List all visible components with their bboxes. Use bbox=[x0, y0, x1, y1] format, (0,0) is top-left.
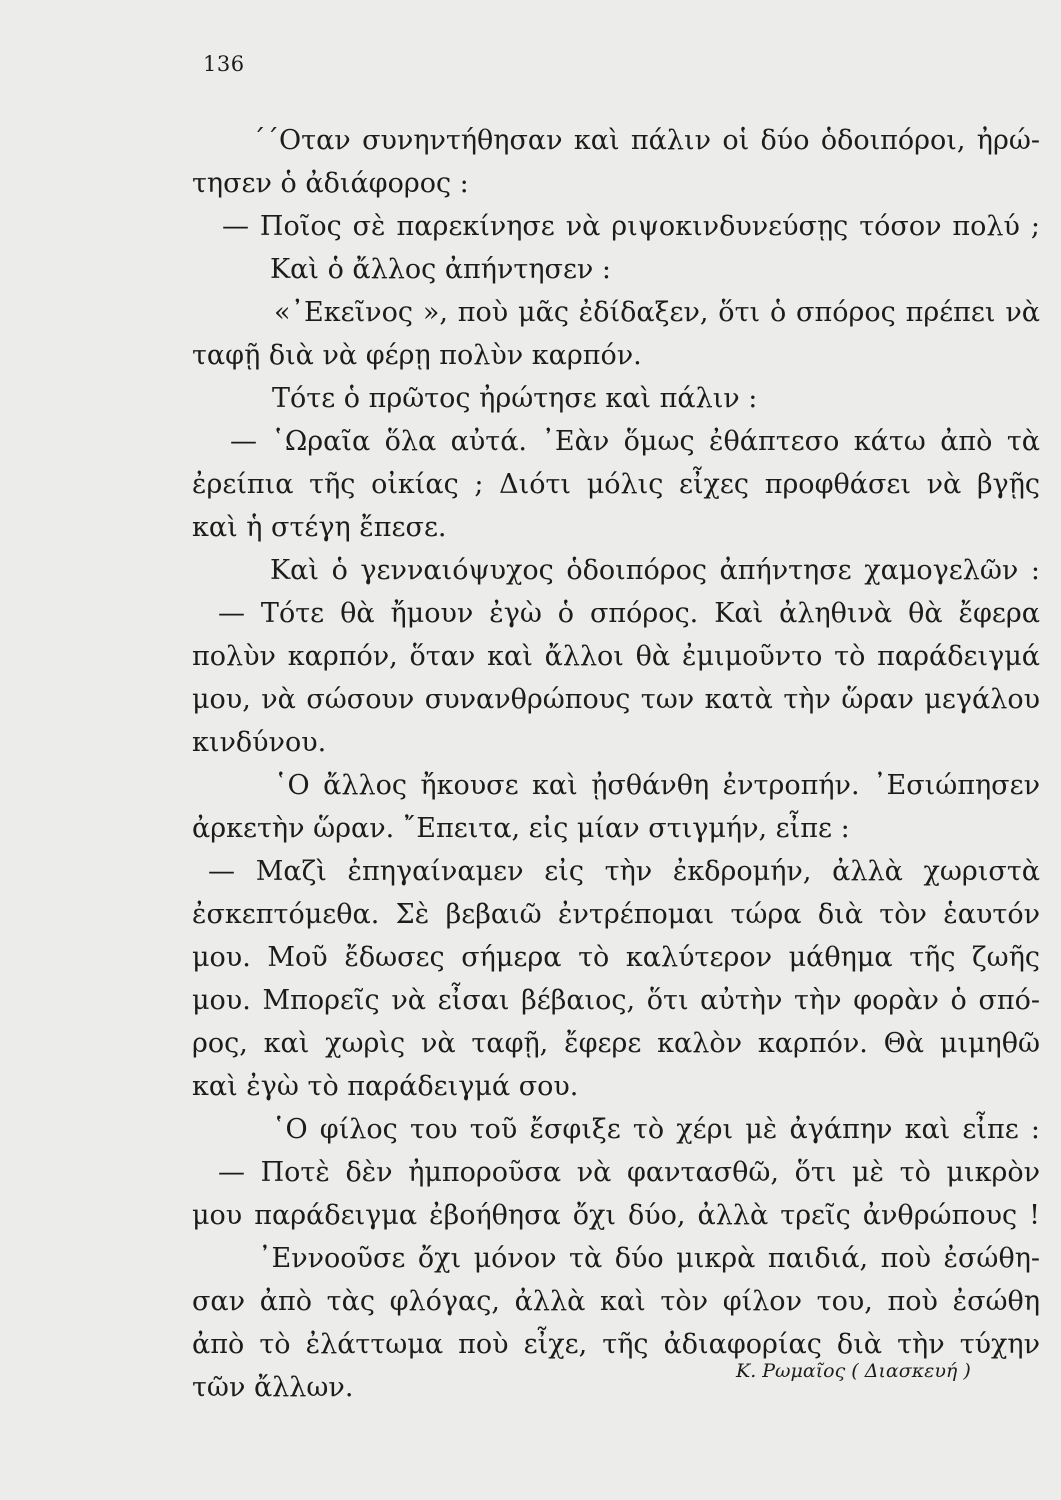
text-line: κινδύνου. bbox=[192, 727, 327, 758]
text-line: ρος, καὶ χωρὶς νὰ ταφῇ, ἔφερε καλὸν καρπόν. Θὰ μιμηθῶ bbox=[192, 1028, 1040, 1059]
text-line: Καὶ ὁ ἄλλος ἀπήντησεν : bbox=[270, 254, 612, 285]
text-line: — Τότε θὰ ἤμουν ἐγὼ ὁ σπόρος. Καὶ ἀληθινὰ θὰ ἔφερα bbox=[218, 598, 1040, 629]
text-line: μου. Μπορεῖς νὰ εἶσαι βέβαιος, ὅτι αὐτὴν τὴν φορὰν ὁ σπό- bbox=[192, 985, 1040, 1016]
text-line: μου παράδειγμα ἐβοήθησα ὄχι δύο, ἀλλὰ τρεῖς ἀνθρώπους ! bbox=[192, 1200, 1040, 1231]
text-line: τησεν ὁ ἀδιάφορος : bbox=[192, 168, 469, 199]
text-line: — Ποτὲ δὲν ἠμποροῦσα νὰ φαντασθῶ, ὅτι μὲ τὸ μικρὸν bbox=[218, 1157, 1040, 1188]
text-line: — Μαζὶ ἐπηγαίναμεν εἰς τὴν ἐκδρομήν, ἀλλὰ χωριστὰ bbox=[208, 856, 1040, 887]
text-line: — Ποῖος σὲ παρεκίνησε νὰ ριψοκινδυνεύσῃς τόσον πολύ ; bbox=[222, 211, 1040, 242]
text-line: μου. Μοῦ ἔδωσες σήμερα τὸ καλύτερον μάθημα τῆς ζωῆς bbox=[192, 942, 1040, 973]
author-signature: Κ. Ρωμαῖος ( Διασκευή ) bbox=[736, 1360, 971, 1382]
text-line: ταφῇ διὰ νὰ φέρῃ πολὺν καρπόν. bbox=[192, 340, 642, 371]
text-line: ΄΄Οταν συνηντήθησαν καὶ πάλιν οἱ δύο ὁδοιπόροι, ἠρώ- bbox=[252, 125, 1040, 156]
text-line: πολὺν καρπόν, ὅταν καὶ ἄλλοι θὰ ἐμιμοῦντο τὸ παράδειγμά bbox=[192, 641, 1040, 672]
text-line: σαν ἀπὸ τὰς φλόγας, ἀλλὰ καὶ τὸν φίλον του, ποὺ ἐσώθη bbox=[192, 1286, 1040, 1317]
text-line: καὶ ἡ στέγη ἔπεσε. bbox=[192, 512, 447, 543]
text-line: ἐσκεπτόμεθα. Σὲ βεβαιῶ ἐντρέπομαι τώρα διὰ τὸν ἑαυτόν bbox=[192, 899, 1040, 930]
text-line: «᾿Εκεῖνος », ποὺ μᾶς ἐδίδαξεν, ὅτι ὁ σπόρος πρέπει νὰ bbox=[274, 297, 1040, 328]
text-line: ᾿Εννοοῦσε ὄχι μόνον τὰ δύο μικρὰ παιδιά, ποὺ ἐσώθη- bbox=[258, 1243, 1040, 1274]
text-line: τῶν ἄλλων. bbox=[192, 1372, 354, 1403]
text-line: Καὶ ὁ γενναιόψυχος ὁδοιπόρος ἀπήντησε χαμογελῶν : bbox=[270, 555, 1040, 586]
text-line: ἀρκετὴν ὥραν. ῎Επειτα, εἰς μίαν στιγμήν, εἶπε : bbox=[192, 813, 850, 844]
text-line: — ῾Ωραῖα ὅλα αὐτά. ᾿Εὰν ὅμως ἐθάπτεσο κάτω ἀπὸ τὰ bbox=[230, 426, 1040, 457]
text-line: Τότε ὁ πρῶτος ἠρώτησε καὶ πάλιν : bbox=[272, 383, 758, 414]
page-number: 136 bbox=[203, 52, 245, 76]
text-line: ῾Ο ἄλλος ἤκουσε καὶ ᾐσθάνθη ἐντροπήν. ᾿Εσιώπησεν bbox=[274, 770, 1040, 801]
text-line: ἀπὸ τὸ ἐλάττωμα ποὺ εἶχε, τῆς ἀδιαφορίας διὰ τὴν τύχην bbox=[192, 1329, 1040, 1360]
text-line: καὶ ἐγὼ τὸ παράδειγμά σου. bbox=[192, 1071, 579, 1102]
text-line: μου, νὰ σώσουν συνανθρώπους των κατὰ τὴν ὥραν μεγάλου bbox=[192, 684, 1040, 715]
text-line: ἐρείπια τῆς οἰκίας ; Διότι μόλις εἶχες προφθάσει νὰ βγῇς bbox=[192, 469, 1040, 500]
text-line: ῾Ο φίλος του τοῦ ἔσφιξε τὸ χέρι μὲ ἀγάπην καὶ εἶπε : bbox=[272, 1114, 1040, 1145]
